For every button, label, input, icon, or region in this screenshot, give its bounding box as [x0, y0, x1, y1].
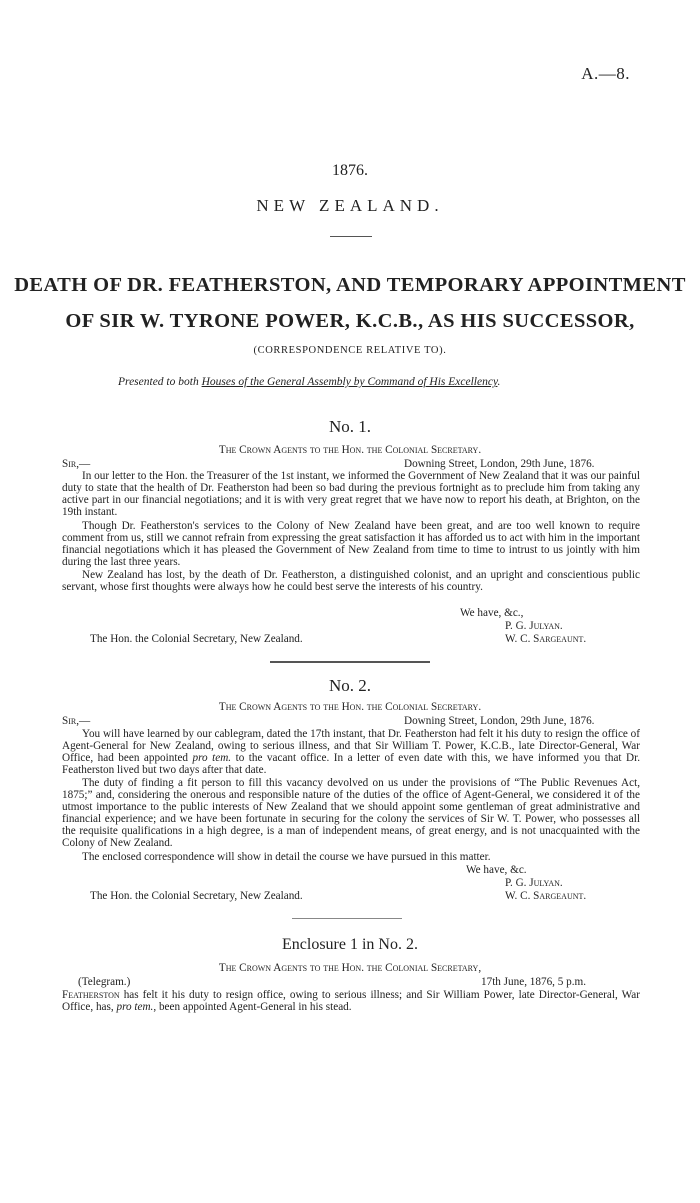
heading-divider [330, 236, 372, 237]
letter2-addressee: The Hon. the Colonial Secretary, New Zealand. [90, 890, 303, 902]
enclosure-body-name: Featherston [62, 989, 120, 1001]
enclosure-divider [292, 918, 402, 919]
country-heading: NEW ZEALAND. [256, 196, 444, 215]
letter2-paragraph1-italic: pro tem. [192, 752, 232, 765]
letter2-paragraph1-end: to the vacant office. In a letter of even date with this, we have informed you that Dr. Featherston lived but two days after that date. [62, 752, 641, 777]
letter2-signer1: P. G. Julyan. [505, 877, 563, 889]
letter1-place-date: Downing Street, London, 29th June, 1876. [404, 458, 595, 470]
enclosure-body-italic: pro tem. [116, 1001, 154, 1014]
letter2-paragraph1 [62, 728, 640, 776]
enclosure-body-start: has felt it his duty to resign office, owing to serious illness; and Sir William Power, late Director-General, War Office, has, [62, 989, 640, 1014]
letter2-place-date: Downing Street, London, 29th June, 1876. [404, 715, 595, 727]
document-title-line2: OF SIR W. TYRONE POWER, K.C.B., AS HIS SUCCESSOR, [65, 310, 635, 332]
year: 1876. [332, 162, 368, 179]
letter1-paragraph3: New Zealand has lost, by the death of Dr. Featherston, a distinguished colonist, and an upright and conscientious public servant, whose first thoughts were always how he could best serve the interests of his country. [62, 569, 640, 594]
letter1-number: No. 1. [328, 417, 372, 436]
letter1-paragraph1: In our letter to the Hon. the Treasurer of the 1st instant, we informed the Government of New Zealand that it was our painful duty to state that the health of Dr. Featherston had been so bad during the previous fortnight as to preclude him from taking any active part in our financial negotiations; and it is with very great regret that we have now to report his death, at Brighton, on the 19th instant. [62, 470, 640, 519]
letter1-addressee: The Hon. the Colonial Secretary, New Zealand. [90, 633, 303, 645]
letter2-salutation: Sir,— [62, 715, 91, 727]
enclosure-heading: Enclosure 1 in No. 2. [282, 936, 418, 953]
letter2-paragraph1-start: You will have learned by our cablegram, dated the 17th instant, that Dr. Featherston had felt it his duty to resign the office of Agent-General for New Zealand, owing to serious illness, and that Sir William T. Power, K.C.B., late Director-General, War Office, had been appointed [62, 728, 640, 765]
letter1-from-to: The Crown Agents to the Hon. the Colonial Secretary. [218, 444, 482, 456]
enclosure-body-end: , been appointed Agent-General in his stead. [153, 1001, 352, 1014]
presentation-note-start: Presented to both [118, 376, 202, 388]
enclosure-telegram-label: (Telegram.) [78, 976, 131, 988]
letter1-signer1: P. G. Julyan. [505, 620, 563, 632]
letter2-closing: We have, &c. [466, 864, 527, 876]
presentation-note [118, 376, 500, 388]
paper-reference: A.—8. [581, 64, 630, 83]
document-title-line1: DEATH OF DR. FEATHERSTON, AND TEMPORARY APPOINTMENT [14, 274, 686, 296]
letter1-signer2: W. C. Sargeaunt. [505, 633, 587, 645]
letter2-signer2: W. C. Sargeaunt. [505, 890, 587, 902]
enclosure-date: 17th June, 1876, 5 p.m. [481, 976, 587, 988]
letter1-paragraph2: Though Dr. Featherston's services to the Colony of New Zealand have been great, and are too well known to require comment from us, still we cannot refrain from expressing the great satisfaction it has afforded us to act with him in the important financial negotiations which it has pleased the Government of New Zealand from time to time to intrust to us jointly with him during the last three years. [62, 520, 640, 569]
letter2-paragraph2: The duty of finding a fit person to fill this vacancy devolved on us under the provisions of “The Public Revenues Act, 1875;” and, considering the onerous and responsible nature of the duties of the office of Agent-General, we considered it of the utmost importance to the public interests of New Zealand that we should appoint some gentleman of great administrative and financial experience; and we have been fortunate in securing for the colony the services of Sir W. T. Power, who possesses all the requisite qualifications in a high degree, is a man of independent means, of great energy, and is not unacquainted with the Colony of New Zealand. [62, 777, 640, 850]
presentation-note-end: . [497, 376, 501, 388]
letter2-from-to: The Crown Agents to the Hon. the Colonial Secretary. [218, 701, 482, 713]
enclosure-from-to: The Crown Agents to the Hon. the Colonial Secretary, [218, 962, 482, 974]
letter1-salutation: Sir,— [62, 458, 91, 470]
letter-divider [270, 661, 430, 663]
letter2-number: No. 2. [328, 676, 372, 695]
enclosure-body [62, 989, 640, 1013]
letter1-closing: We have, &c., [460, 607, 524, 619]
letter2-paragraph3: The enclosed correspondence will show in detail the course we have pursued in this matter. [82, 851, 491, 863]
document-subtitle: (CORRESPONDENCE RELATIVE TO). [253, 345, 447, 356]
presentation-note-body: Houses of the General Assembly by Command of His Excellency [201, 376, 498, 388]
